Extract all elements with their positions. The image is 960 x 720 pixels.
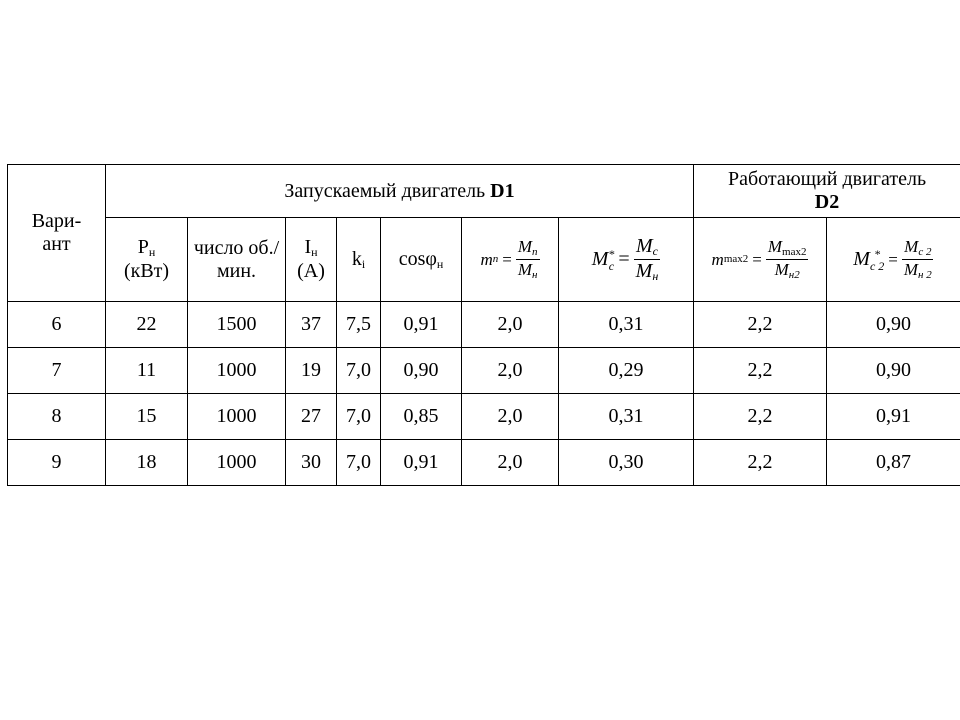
header-group-d2-code: D2 [814, 191, 840, 213]
current-symbol: I [304, 236, 312, 259]
header-group-d1-code: D1 [490, 179, 515, 202]
cell-power: 11 [106, 348, 188, 394]
cell-variant: 8 [8, 394, 106, 440]
mc2-numerator: M [904, 237, 919, 257]
mn-lhs: m [480, 249, 493, 269]
cell-rpm: 1500 [188, 302, 286, 348]
mc2-lhs-sub: c 2 [869, 258, 885, 273]
header-variant: Вари- ант [8, 165, 106, 302]
cell-mc: 0,29 [559, 348, 694, 394]
ki-subscript: i [361, 256, 366, 271]
cell-mmax2: 2,2 [694, 348, 827, 394]
mn-equals: = [502, 249, 512, 269]
mc2-formula [853, 237, 933, 281]
cell-current: 19 [286, 348, 337, 394]
header-group-d2 [694, 165, 960, 218]
header-row-groups [8, 165, 960, 218]
cell-cos: 0,90 [381, 348, 462, 394]
cell-mc2: 0,90 [827, 348, 960, 394]
cell-rpm: 1000 [188, 394, 286, 440]
mc2-denominator: M [903, 260, 919, 279]
cell-mc: 0,31 [559, 302, 694, 348]
cell-mc: 0,31 [559, 394, 694, 440]
cell-ki: 7,0 [337, 394, 381, 440]
table-row [8, 302, 960, 348]
cell-current: 30 [286, 440, 337, 486]
mn-formula [480, 237, 539, 281]
mc2-denominator-sub: н 2 [918, 269, 932, 281]
header-rpm: число об./мин. [188, 218, 286, 302]
cell-ki: 7,5 [337, 302, 381, 348]
mc-denominator: M [635, 260, 653, 282]
cell-mc: 0,30 [559, 440, 694, 486]
mn-fraction [516, 237, 540, 281]
header-group-d1-label: Запускаемый двигатель [284, 179, 491, 202]
cell-variant: 9 [8, 440, 106, 486]
cell-mc2: 0,90 [827, 302, 960, 348]
mmax-equals: = [752, 249, 762, 269]
cell-power: 22 [106, 302, 188, 348]
mc2-equals: = [888, 249, 898, 269]
cell-current: 27 [286, 394, 337, 440]
mmax-numerator-sub: max2 [782, 246, 807, 259]
mc-numerator-sub: c [652, 244, 658, 259]
power-subscript: н [148, 245, 156, 260]
header-row-columns [8, 218, 960, 302]
mc2-fraction [902, 237, 934, 281]
current-subscript: н [311, 245, 318, 260]
table-row [8, 348, 960, 394]
header-cos [381, 218, 462, 302]
mc-lhs: M [591, 248, 609, 270]
header-group-d2-label: Работающий двигатель [727, 168, 927, 190]
cell-ki: 7,0 [337, 440, 381, 486]
header-ki [337, 218, 381, 302]
mc-lhs-sub: c [608, 258, 615, 273]
table-row [8, 394, 960, 440]
cell-power: 18 [106, 440, 188, 486]
header-current [286, 218, 337, 302]
header-mmax-formula [694, 218, 827, 302]
cell-power: 15 [106, 394, 188, 440]
mmax-formula [712, 237, 809, 281]
power-unit: (кВт) [123, 259, 170, 282]
cell-ki: 7,0 [337, 348, 381, 394]
cell-mmax2: 2,2 [694, 440, 827, 486]
ki-symbol: k [351, 247, 362, 270]
current-unit: (А) [297, 259, 325, 282]
mc-denominator-sub: н [652, 269, 659, 283]
cell-rpm: 1000 [188, 348, 286, 394]
mn-lhs-sub: n [492, 253, 499, 266]
cell-mc2: 0,91 [827, 394, 960, 440]
mc2-lhs: M [853, 248, 870, 270]
mc-equals: = [618, 248, 630, 270]
cell-mn: 2,0 [462, 302, 559, 348]
cell-rpm: 1000 [188, 440, 286, 486]
mn-numerator-sub: n [532, 246, 538, 259]
header-group-d1 [106, 165, 694, 218]
header-mn-formula [462, 218, 559, 302]
mc-formula [592, 235, 661, 284]
cos-subscript: н [436, 256, 444, 271]
mn-numerator: M [517, 237, 533, 257]
cell-variant: 6 [8, 302, 106, 348]
header-mc-formula [559, 218, 694, 302]
mc2-numerator-sub: c 2 [918, 246, 932, 259]
motor-data-table [7, 164, 960, 486]
mmax-numerator: M [767, 237, 783, 257]
cell-mn: 2,0 [462, 440, 559, 486]
cell-mmax2: 2,2 [694, 394, 827, 440]
motor-data-table-wrapper [7, 164, 960, 486]
cell-mn: 2,0 [462, 348, 559, 394]
header-power [106, 218, 188, 302]
mmax-denominator-sub: н2 [788, 269, 800, 281]
table-row [8, 440, 960, 486]
mc2-lhs-sup: * [874, 246, 881, 261]
cell-cos: 0,91 [381, 302, 462, 348]
mn-denominator: M [517, 260, 533, 279]
cell-cos: 0,91 [381, 440, 462, 486]
mc-lhs-sup: * [608, 246, 615, 261]
cell-mc2: 0,87 [827, 440, 960, 486]
cell-mmax2: 2,2 [694, 302, 827, 348]
cell-current: 37 [286, 302, 337, 348]
cell-cos: 0,85 [381, 394, 462, 440]
mn-denominator-sub: н [532, 269, 538, 281]
cos-symbol: cosφ [398, 247, 437, 270]
cell-variant: 7 [8, 348, 106, 394]
mmax-lhs: m [711, 249, 724, 269]
cell-mn: 2,0 [462, 394, 559, 440]
mmax-denominator: M [774, 260, 789, 279]
power-symbol: P [137, 236, 149, 259]
mmax-fraction [766, 237, 809, 281]
header-mc2-formula [827, 218, 960, 302]
mc-fraction [634, 235, 661, 284]
mmax-lhs-sub: max2 [723, 253, 749, 266]
mc-numerator: M [635, 235, 653, 258]
